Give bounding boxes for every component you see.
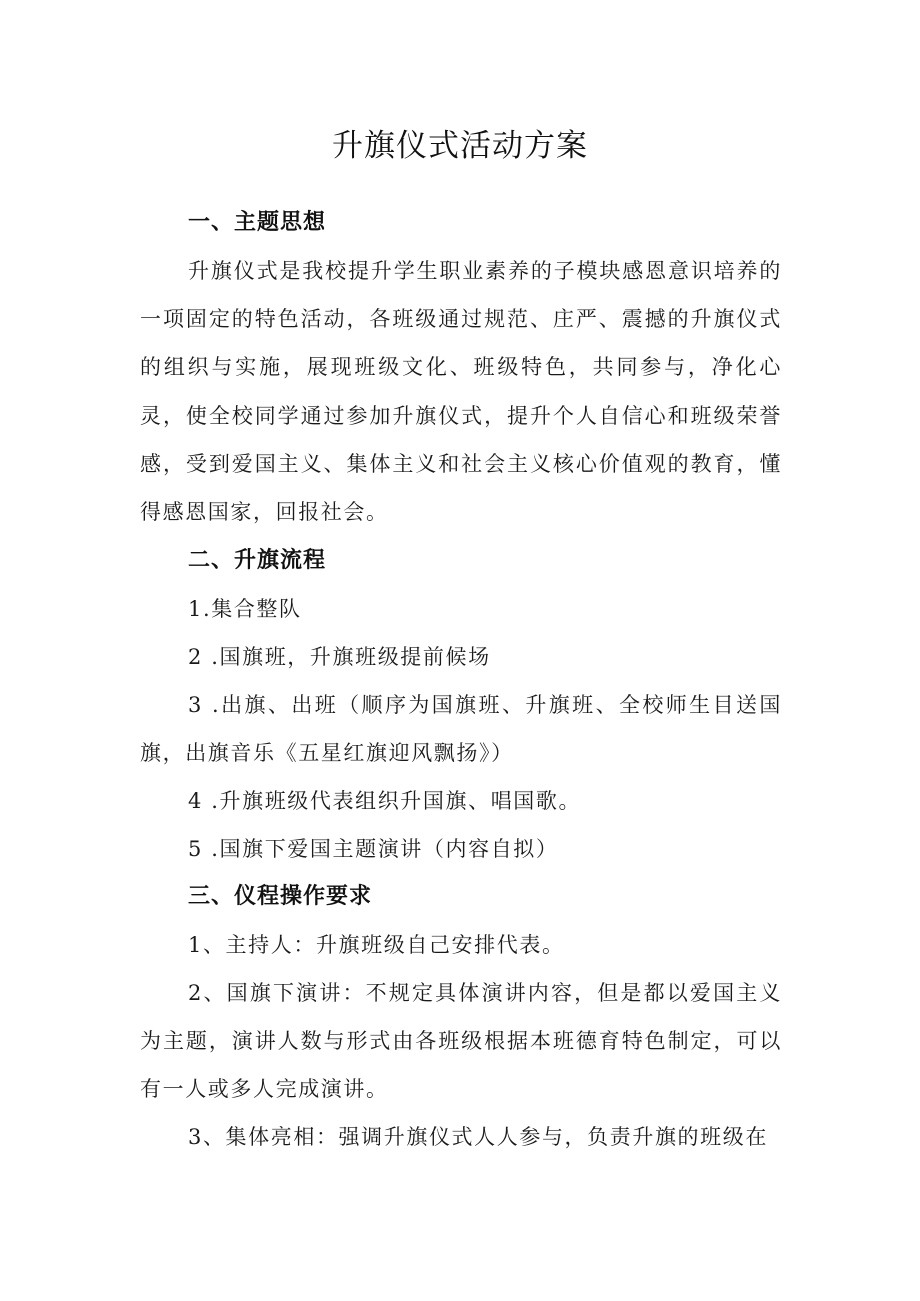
requirement-item-3: 3、集体亮相：强调升旗仪式人人参与，负责升旗的班级在 <box>188 1125 768 1149</box>
section-heading-requirements: 三、仪程操作要求 <box>188 884 373 909</box>
flow-item-3: 3 .出旗、出班（顺序为国旗班、升旗班、全校师生目送国旗，出旗音乐《五星红旗迎风飘扬》） <box>140 693 782 766</box>
section-heading-theme: 一、主题思想 <box>188 210 327 235</box>
flow-item-5: 5 .国旗下爱国主题演讲（内容自拟） <box>188 837 559 861</box>
requirement-item-2: 2、国旗下演讲：不规定具体演讲内容，但是都以爱国主义为主题，演讲人数与形式由各班级根据本班德育特色制定，可以有一人或多人完成演讲。 <box>140 981 782 1102</box>
flow-item-4: 4 .升旗班级代表组织升国旗、唱国歌。 <box>188 789 582 813</box>
document-title: 升旗仪式活动方案 <box>332 128 588 164</box>
theme-paragraph: 升旗仪式是我校提升学生职业素养的子模块感恩意识培养的一项固定的特色活动，各班级通过规范、庄严、震撼的升旗仪式的组织与实施，展现班级文化、班级特色，共同参与，净化心灵，使全校同学通过参加升旗仪式，提升个人自信心和班级荣誉感，受到爱国主义、集体主义和社会主义核心价值观的教育，懂得感恩国家，回报社会。 <box>140 259 782 525</box>
flow-item-1: 1.集合整队 <box>188 597 302 621</box>
flow-item-2: 2 .国旗班，升旗班级提前候场 <box>188 645 491 669</box>
requirement-item-1: 1、主持人：升旗班级自己安排代表。 <box>188 933 565 957</box>
section-heading-flow: 二、升旗流程 <box>188 548 327 573</box>
